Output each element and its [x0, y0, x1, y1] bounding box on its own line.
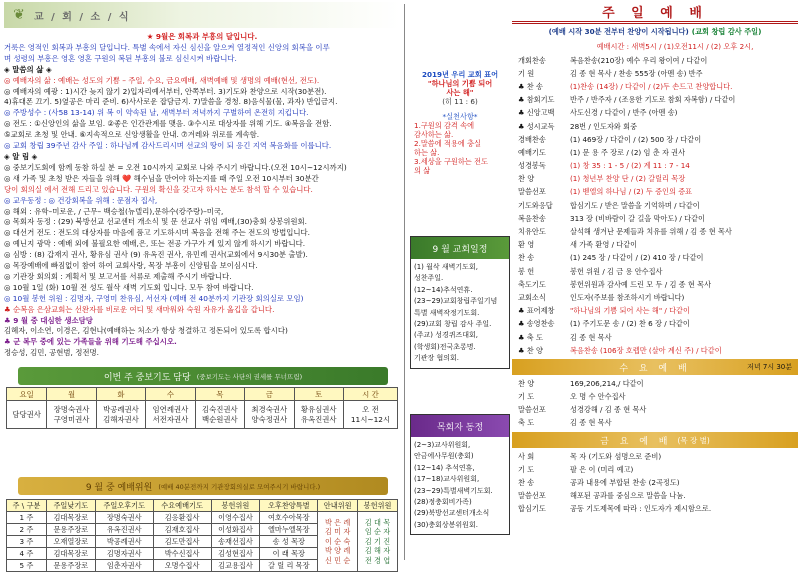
- order-value: 복음찬송 (106장 호렙만 (살아 계신 주) / 다같이: [570, 345, 722, 355]
- practice-title: *실천사항*: [442, 112, 478, 121]
- notice-item: 정승성, 김민, 공현범, 정전명.: [4, 348, 99, 358]
- table-cell: 김숙진권사 백순원권사: [195, 401, 244, 429]
- header-cell: 수: [146, 388, 195, 401]
- order-label: ♣ 신앙고백: [518, 108, 555, 118]
- schedule-list: [411, 259, 509, 368]
- list-item: 안금에사무원(충회): [414, 452, 474, 461]
- order-row: [512, 463, 798, 476]
- header-cell: 봉헌위원: [358, 500, 398, 512]
- list-item: (28)정충회비가족): [414, 498, 472, 507]
- notice-item: ◎ 10월 1일 (화) 10월 전 성도 월삭 새벽 기도회 입니다. 모두 참여 바랍니다.: [4, 282, 254, 292]
- order-label: ♣ 축 도: [518, 332, 543, 342]
- service-times: 예배시간 : 새벽5시 / (1)오전11시 / (2) 오후 2시,: [596, 42, 754, 51]
- motto-year: 2019년 우리 교회 표어: [421, 70, 499, 79]
- order-value: 공동 기도제목에 따라 : 인도자가 제시함으로.: [570, 504, 712, 514]
- list-item: (1) 월삭 새벽기도회,: [414, 263, 478, 271]
- table-cell: 엘마누엘목장: [260, 524, 318, 536]
- order-value: 공과 내용에 부합된 찬송 (2곡정도): [570, 478, 680, 488]
- notice-item: ◎ 예닌지 광막 : 예배 외에 불필요한 예배,은, 또는 전공 가구가 게 있지 않게 하시기 바랍니다.: [4, 239, 306, 249]
- monthly-section-title: 9 월 중 예배위원: [85, 482, 153, 493]
- order-row: [512, 417, 798, 430]
- notice-item: ♣ 순복음 은삼교회는 선완자를 비로운 여디 및 새마워와 숙원 자유가 옮깁을 갑니다.: [4, 304, 275, 314]
- notice-item: ◎ 대선거 전도 : 전도의 대상자를 마음에 품고 기도하시며 복음을 전해 주는 전도의 방법입니다.: [4, 228, 310, 238]
- notice-item: ◎ 해외 : 유학–미로운, / 근무– 백승철(뉴델리),문하수(캉주랑)–미국,: [4, 206, 224, 216]
- list-item: (29)북방선교센터개소식: [414, 509, 490, 518]
- order-value: 새 가족 환영 / 다같이: [570, 240, 638, 250]
- table-cell: 황유심권사 유옥진권사: [294, 401, 343, 429]
- table-cell: 5 주: [7, 560, 47, 572]
- table-cell: 송재선집사: [211, 536, 260, 548]
- header-cell: 화: [96, 388, 145, 401]
- practice-item: 1.구원의 감격 속에: [414, 121, 475, 130]
- order-label: 합심기도: [518, 504, 546, 514]
- service-note-text: (예배 시작 30분 전부터 찬양이 시작됩니다): [548, 27, 689, 36]
- order-row: [512, 67, 798, 80]
- order-value: 성경강해 / 김 종 현 목사: [570, 405, 647, 415]
- order-label: 말씀선포: [518, 187, 546, 197]
- order-value: 목 자 (기도와 섬명으로 준비): [570, 451, 662, 461]
- order-value: (1) 문 용 주 장로 / (2) 임 춘 자 권사: [570, 147, 686, 157]
- table-cell: 김대목장로: [46, 548, 95, 560]
- table-cell: 오 전 11시~12시: [343, 401, 397, 429]
- order-label: 기 도: [518, 392, 535, 402]
- order-label: 복음찬송: [518, 213, 546, 223]
- table-cell: 오명수집사: [153, 560, 211, 572]
- order-value: (1) 청년부 찬양 단 / (2) 갈릴리 목장: [570, 174, 686, 184]
- offering-cell: 김 대 목 임 순 자 김 기 진 김 해 자 전 경 엽: [358, 512, 398, 572]
- word-item: ◎ 교회 창립 39주년 감사 주일 : 하나님께 감사드리시며 선교의 땅이 되 응긴 지역 복음화를 이룹니다.: [4, 141, 332, 151]
- header-cell: 안내위원: [318, 500, 358, 512]
- table-cell: 유옥진권사: [95, 524, 153, 536]
- table-cell: 송 성 목장: [260, 536, 318, 548]
- order-row: [512, 344, 798, 357]
- order-label: ♣ 찬 송: [518, 81, 543, 91]
- table-row: [7, 512, 398, 524]
- order-label: 찬 송: [518, 478, 535, 488]
- order-value: 반주 / 반주자 / (조용한 기도로 참회 자복함) / 다같이: [570, 95, 736, 105]
- order-value: 오 명 수 안수집사: [570, 392, 626, 402]
- motto-line: 사는 해": [446, 88, 474, 97]
- table-cell: 장명숙권사: [95, 512, 153, 524]
- order-row: [512, 331, 798, 344]
- table-cell: 김교용집사: [211, 560, 260, 572]
- table-cell: 오재열장로: [46, 536, 95, 548]
- word-item: 4)휴대폰 끄기. 5)옆공은 마리 준비. 6)사사로운 잡담금지. 7)말씀을 경청. 8)음식물(물, 과자) 반입금지.: [4, 97, 338, 107]
- prayer-section-title: 이번 주 중보기도 담당: [103, 372, 191, 383]
- order-value: (1) 245 장 / 다같이 / (2) 410 장 / 다같이: [570, 253, 704, 263]
- sunday-order-list: [512, 54, 798, 357]
- table-cell: 문용주장로: [46, 560, 95, 572]
- header-cell: 목: [195, 388, 244, 401]
- table-cell: 2 주: [7, 524, 47, 536]
- table-cell: 임연례권사 서전자권사: [146, 401, 195, 429]
- list-item: 특별 새벽작정기도회.: [414, 308, 480, 317]
- prayer-section-bar: [18, 367, 388, 385]
- practice-item: 의 삶: [414, 166, 431, 175]
- list-item: (30)충회상봉위원회.: [414, 520, 478, 529]
- wednesday-service-bar: [512, 359, 798, 375]
- header-cell: 금: [245, 388, 294, 401]
- practice-item: 3.세상을 구원하는 전도: [414, 157, 488, 166]
- notice-item: ◎ 기관장 회의회 : 계획서 및 보고서를 서류로 제출해 주시기 바랍니다.: [4, 271, 232, 281]
- table-cell: 김재호집사: [153, 524, 211, 536]
- order-row: [512, 239, 798, 252]
- order-row: [512, 120, 798, 133]
- order-label: 사 회: [518, 451, 535, 461]
- order-row: [512, 318, 798, 331]
- word-item: ◎ 주방성수 : (사58 13-14) 위 복 이 약속된 날, 새벽부터 저녁까지 구별하여 온전히 지킵니다.: [4, 108, 309, 118]
- table-cell: 박수신집사: [153, 548, 211, 560]
- order-label: 교회소식: [518, 292, 546, 302]
- order-row: [512, 377, 798, 390]
- list-item: 성찬주일.: [414, 274, 444, 283]
- order-row: [512, 291, 798, 304]
- header-cell: 오후찬양특별: [260, 500, 318, 512]
- order-row: [512, 252, 798, 265]
- left-page: [4, 2, 400, 570]
- order-label: 예배기도: [518, 147, 546, 157]
- notice-item: ♣ 9 월 중 대심한 생소담당: [4, 315, 93, 325]
- table-cell: 김응환집사: [153, 512, 211, 524]
- list-item: (17~18)교사위원회,: [414, 475, 480, 484]
- order-value: 김 종 현 목사 / 찬송 555장 (아멘 송) 반주: [570, 68, 703, 78]
- service-note-anniversary: (교회 창립 감사 주일): [691, 27, 762, 36]
- header-cell: 주일낮기도: [46, 500, 95, 512]
- table-cell: 김명자권사: [95, 548, 153, 560]
- practice-item: 2.말씀에 적용에 충실: [414, 139, 481, 148]
- order-value: 28번 / 인도자와 회중: [570, 121, 638, 131]
- table-cell: 이영수집사: [211, 512, 260, 524]
- order-row: [512, 212, 798, 225]
- order-row: [512, 80, 798, 93]
- order-row: [512, 160, 798, 173]
- table-cell: 이성화집사: [211, 524, 260, 536]
- friday-service-title: 금 요 예 배: [600, 436, 672, 447]
- word-item: ⑤교회로 초청 및 안내. ⑥지속적으로 신앙생활을 안내. ⑦겨레와 위로를 계속함.: [4, 130, 260, 140]
- order-label: ♣ 찬 양: [518, 345, 543, 355]
- list-item: (학생회)전국초롱명.: [414, 342, 476, 351]
- order-row: [512, 391, 798, 404]
- pastor-title: 목회자 동정: [411, 415, 509, 437]
- practice-item: 하는 삶.: [414, 148, 440, 157]
- order-row: [512, 186, 798, 199]
- order-row: [512, 278, 798, 291]
- order-label: 축도기도: [518, 279, 546, 289]
- order-label: 기 도: [518, 464, 535, 474]
- order-row: [512, 199, 798, 212]
- order-value: 김 종 현 목사: [570, 418, 612, 428]
- header-cell: 요일: [7, 388, 47, 401]
- list-item: (29)교회 창립 감사 주일.: [414, 320, 492, 329]
- practice-item: 감사하는 삶.: [414, 130, 454, 139]
- order-value: 사도신경 / 다같이 / 반주 (아멘 송): [570, 108, 678, 118]
- prayer-section-subtitle: (중보기도는 사단의 권세를 무너뜨림): [196, 372, 303, 381]
- table-cell: 여호수아목장: [260, 512, 318, 524]
- order-label: 축 도: [518, 418, 535, 428]
- order-value: (1) 469장 / 다같이 / (2) 500 장 / 다같이: [570, 134, 702, 144]
- order-value: 김 종 현 목사: [570, 332, 612, 342]
- list-item: (12~14) 추석연휴,: [414, 463, 475, 472]
- news-header: [4, 2, 400, 28]
- order-label: 성경봉독: [518, 161, 546, 171]
- order-value: 313 장 (비바람이 갈 길을 막아도) / 다같이: [570, 213, 705, 223]
- order-label: 경배찬송: [518, 134, 546, 144]
- monthly-table: [6, 499, 398, 572]
- list-item: (주교) 성경퀴즈대회,: [414, 331, 479, 340]
- order-label: 환 영: [518, 240, 535, 250]
- table-cell: 김성현집사: [211, 548, 260, 560]
- order-row: [512, 225, 798, 238]
- section-word-title: ◈ 말씀의 삶 ◈: [4, 64, 52, 74]
- header-cell: 시 간: [343, 388, 397, 401]
- friday-order-list: [512, 450, 798, 516]
- table-cell: 담당권사: [7, 401, 47, 429]
- notice-item: ◎ 목장예배에 빠짐없이 참여 하여 교회사랑, 목장 부흥이 신앙팀을 보이심시다.: [4, 261, 258, 271]
- order-row: [512, 404, 798, 417]
- prayer-table: [6, 387, 398, 429]
- order-label: ♣ 송영찬송: [518, 319, 555, 329]
- table-cell: 3 주: [7, 536, 47, 548]
- order-label: ♣ 참회기도: [518, 95, 555, 105]
- table-cell: 장명숙권사 구영미권사: [47, 401, 96, 429]
- order-label: 기도와응답: [518, 200, 553, 210]
- list-item: (12~14)추석연휴.: [414, 285, 473, 294]
- order-label: 찬 양: [518, 378, 535, 388]
- motto-verse: (히 11 : 6): [442, 97, 478, 106]
- table-cell: 1 주: [7, 512, 47, 524]
- header-cell: 주 \ 구분: [7, 500, 47, 512]
- news-header-title: 교 / 회 / 소 / 식: [34, 11, 131, 23]
- page-divider: [404, 4, 405, 560]
- order-label: 말씀선포: [518, 491, 546, 501]
- order-row: [512, 476, 798, 489]
- notice-item: ◎ 10월 봉헌 위원 : 김명자, 구영미 찬유심, 서선자 (예배 전 40분까지 기관장 회의실로 모임): [4, 293, 304, 303]
- list-item: (23~29)교회창립주일기념: [414, 297, 498, 306]
- order-label: ♣ 표어제창: [518, 306, 555, 316]
- order-value: 합심기도 / 받은 말씀을 기억하며 / 다같이: [570, 200, 700, 210]
- table-cell: 박공례권사: [95, 536, 153, 548]
- order-value: 해포된 공과를 중심으로 말씀을 나눔.: [570, 491, 686, 501]
- pastor-list: [411, 437, 509, 534]
- friday-service-bar: [512, 432, 798, 448]
- order-label: 찬 송: [518, 253, 535, 263]
- order-row: [512, 265, 798, 278]
- list-item: (23~29)특별새벽기도회.: [414, 486, 493, 495]
- table-cell: 박공례권사 김해자권사: [96, 401, 145, 429]
- monthly-table-header: [7, 500, 398, 512]
- order-value: 봉헌위원과 감사예 드린 모 두 / 김 종 현 목사: [570, 279, 712, 289]
- order-value: 169,206,214,/ 다같이: [570, 378, 644, 388]
- header-cell: 월: [47, 388, 96, 401]
- table-row: [7, 401, 398, 429]
- order-row: [512, 450, 798, 463]
- list-item: 기관장 협의회.: [414, 354, 460, 363]
- word-item: ◎ 예배자의 삶 : 예배는 성도의 기쁨 – 주일, 수요, 금요예배, 새벽예배 및 생명의 예배(현선, 전도).: [4, 75, 320, 85]
- header-cell: 수요예배기도: [153, 500, 211, 512]
- table-cell: 문용주장로: [46, 524, 95, 536]
- order-value: (1)찬송 (14장) / 다같이 / (2)두 손드고 찬양합니다.: [570, 81, 733, 91]
- order-label: 개회찬송: [518, 55, 546, 65]
- word-item: ◎ 전도 : ①신앙인의 삶을 보임. ②좋은 인간관계를 맺음. ③수시로 대상자를 위해 기도. ④복음을 전함.: [4, 119, 332, 129]
- news-body: [4, 32, 400, 359]
- order-row: [512, 146, 798, 159]
- order-row: [512, 94, 798, 107]
- word-item: ◎ 예배자의 예광 : 1)시간 늦지 않기 2)입자리예서부터, 안쪽부터. 3)기도와 찬양으로 시작(30분전).: [4, 86, 327, 96]
- leaf-icon: ❦: [13, 7, 25, 23]
- order-value: (1) 주기도문 송 / (2) 찬 6 장 / 다같이: [570, 319, 690, 329]
- header-cell: 주일오후기도: [95, 500, 153, 512]
- table-cell: 김대목장로: [46, 512, 95, 524]
- order-label: 찬 양: [518, 174, 535, 184]
- notice-item: ◎ 새 가족 및 초청 받은 자들을 위해 ❤️ 해수님을 만어야 하는지를 때 주일 오전 10시부터 30분간: [4, 173, 319, 183]
- order-row: [512, 173, 798, 186]
- order-value: 봉헌 위원 / 김 금 용 안수집사: [570, 266, 663, 276]
- notice-item: ♣ 군 복무 중에 있는 가족들을 위해 기도해 주십시오.: [4, 337, 177, 347]
- table-cell: 갈 릴 리 목장: [260, 560, 318, 572]
- wednesday-order-list: [512, 377, 798, 430]
- order-label: 치유안도: [518, 227, 546, 237]
- notice-item: ◎ 중보기도회에 함께 동참 하실 분 = 오전 10시까지 교회로 나와 주시기 바랍니다.(오전 10시~12시까지): [4, 162, 347, 172]
- notice-item: 당이 회의실 에서 전해 드리고 있습니다. 구원의 확신을 갖고자 하시는 분도 참석 할 수 있습니다.: [4, 184, 313, 194]
- schedule-box: [410, 236, 510, 369]
- wednesday-service-time: 저녁 7시 30분: [747, 363, 792, 372]
- order-row: [512, 490, 798, 503]
- middle-column: [410, 60, 510, 556]
- wednesday-service-title: 수 요 예 배: [619, 363, 691, 374]
- order-row: [512, 305, 798, 318]
- intro-line: 거룩은 영적인 회복과 부흥의 달입니다. 특별 속에서 자신 심신을 알으켜 열정적인 신앙의 회복을 이루: [4, 42, 330, 52]
- prayer-table-header: [7, 388, 398, 401]
- friday-service-subtitle: (목 장 별): [677, 435, 710, 445]
- headline: ★ 9월은 회복과 부흥의 달입니다.: [146, 32, 258, 41]
- order-row: [512, 107, 798, 120]
- header-cell: 토: [294, 388, 343, 401]
- ushers-cell: 박 은 례 김 미 자 이 순 숙 박 양 례 신 민 순: [318, 512, 358, 572]
- schedule-title: 9 월 교회일정: [411, 237, 509, 259]
- sunday-service-title: 주 일 예 배: [512, 2, 798, 24]
- order-label: ♣ 성시교독: [518, 121, 555, 131]
- order-value: 인도자(주보를 참조하시기 바랍니다): [570, 292, 685, 302]
- order-value: "하나님의 기쁨 되어 사는 해" / 다같이: [570, 306, 690, 316]
- order-row: [512, 503, 798, 516]
- order-label: 기 원: [518, 68, 535, 78]
- order-value: 살석해 생겨난 문제들과 치유를 위해 / 김 종 현 목사: [570, 227, 732, 237]
- section-notice-title: ◈ 알 림 ◈: [4, 151, 38, 161]
- order-label: 봉 헌: [518, 266, 535, 276]
- table-cell: 임춘자권사: [95, 560, 153, 572]
- monthly-section-subtitle: (예배 40분전까지 기관장회의실로 모여주시기 바랍니다.): [158, 482, 321, 491]
- table-cell: 4 주: [7, 548, 47, 560]
- monthly-section-bar: [18, 477, 388, 495]
- order-value: (1) 창 35 : 1 - 5 / (2) 계 11 : 7 - 14: [570, 161, 690, 171]
- order-label: 말씀선포: [518, 405, 546, 415]
- order-value: (1) 벧엘의 하나님 / (2) 두 증인의 증표: [570, 187, 693, 197]
- church-motto: [410, 70, 510, 180]
- order-row: [512, 133, 798, 146]
- right-page: [512, 2, 798, 560]
- notice-item: ◎ 교우동정 : ◎ 건강회복을 위해 : 문점자 집사,: [4, 195, 158, 205]
- motto-line: "하나님의 기쁨 되어: [427, 79, 493, 88]
- order-value: 복음찬송(210장) 예수 우리 왕이여 / 다같이: [570, 55, 708, 65]
- list-item: (2~3)교사위원회,: [414, 441, 471, 449]
- intro-line: 며 성령의 부흥은 영혼 영혼 구원의 복된 부흥의 불로 심신시켜 바랍니다.: [4, 53, 237, 63]
- order-value: 팔 은 이 (미리 예고): [570, 464, 634, 474]
- notice-item: ◎ 목회자 동정 : (29) 북방선교 선교센터 개소식 및 문 선교사 위임 예배,(30)충회 상봉위원회.: [4, 217, 307, 227]
- table-cell: 최경숙권사 양숙정권사: [245, 401, 294, 429]
- order-row: [512, 54, 798, 67]
- pastor-box: [410, 414, 510, 535]
- notice-item: ◎ 심방 : (8) 갑재지 권사, 황유심 권사 (9) 유옥진 권사, 유민례 권사(교회에서 9시30분 출발).: [4, 250, 308, 260]
- table-cell: 김도만집사: [153, 536, 211, 548]
- header-cell: 봉헌위원: [211, 500, 260, 512]
- table-cell: 이 래 목장: [260, 548, 318, 560]
- notice-item: 김혜자, 이소연, 이경은, 김현나(예배하는 처소가 항상 청결하고 정돈되어 있도록 합시다): [4, 326, 288, 336]
- service-note: [512, 24, 798, 40]
